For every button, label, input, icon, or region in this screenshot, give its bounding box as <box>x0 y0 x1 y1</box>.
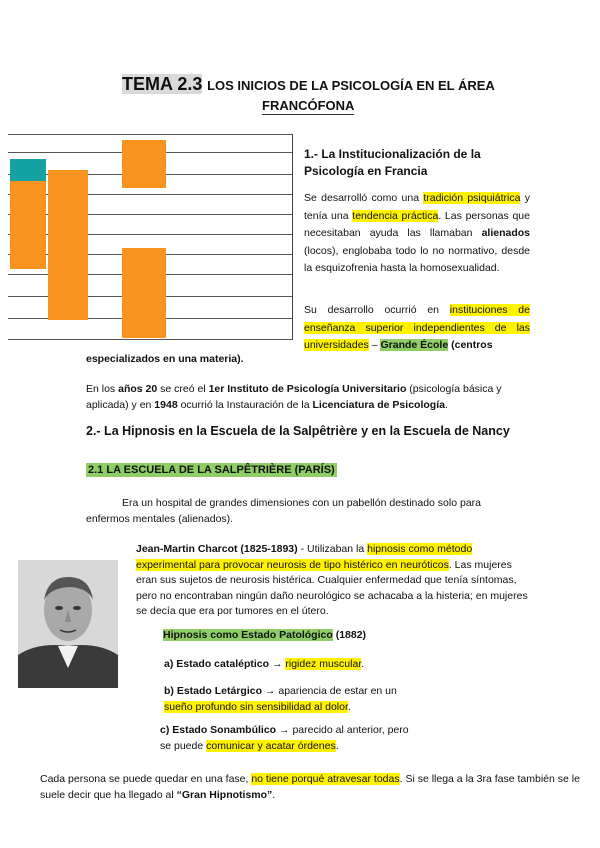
timeline-block-bottom-right <box>122 248 166 338</box>
charcot-paragraph: Jean-Martin Charcot (1825-1893) - Utilizaban la hipnosis como método experimental para provocar neurosis de tipo histérico en neuróticos. Las mujeres eran sus sujetos de neurosis histérica. Cualquier enfermedad que tenía síntomas, pero no encontraban ningún daño neurológico se achacaba a la histeria; en mujeres se decía que era por tumores en el útero. <box>136 543 528 617</box>
closing-paragraph: Cada persona se puede quedar en una fase, no tiene porqué atravesar todas. Si se llega a la 3ra fase también se le suele decir que ha llegado al “Gran Hipnotismo”. <box>40 773 580 801</box>
tema-label: TEMA 2.3 <box>122 74 203 94</box>
state-somnambulic: c) Estado Sonambúlico → parecido al anterior, pero se puede comunicar y acatar órdenes. <box>160 724 409 752</box>
section-1-paragraph-2: Su desarrollo ocurrió en instituciones de enseñanza superior independientes de las universidades – Grande École (centros <box>304 304 530 351</box>
charcot-portrait <box>18 560 118 688</box>
section-1-paragraph-2-end: especializados en una materia). <box>86 353 244 365</box>
state-cataleptic: a) Estado cataléptico → rigidez muscular. <box>164 658 365 670</box>
page-title <box>122 74 495 95</box>
timeline-block-middle <box>48 170 88 320</box>
section-1-paragraph-3: En los años 20 se creó el 1er Instituto de Psicología Universitario (psicología básica y aplicada) y en 1948 ocurrió la Instauración de la Licenciatura de Psicología. <box>86 383 502 411</box>
title-text: LOS INICIOS DE LA PSICOLOGÍA EN EL ÁREA <box>207 78 495 93</box>
timeline-block-teal <box>10 159 46 181</box>
hipnosis-heading: Hipnosis como Estado Patológico (1882) <box>163 629 367 641</box>
section-1-paragraph-1: Se desarrolló como una tradición psiquiátrica y tenía una tendencia práctica. Las personas que necesitaban ayuda las llamaban alienados (locos), englobaba todo lo no normativo, desde la esquizofrenia hasta la homosexualidad. <box>304 192 531 274</box>
timeline-block-left <box>10 181 46 269</box>
salpetriere-description: Era un hospital de grandes dimensiones con un pabellón destinado solo para enfermos mentales (alienados). <box>86 497 481 525</box>
timeline-block-top-right <box>122 140 166 188</box>
state-lethargic: b) Estado Letárgico → apariencia de estar en un sueño profundo sin sensibilidad al dolor. <box>164 685 397 713</box>
title-line-2: FRANCÓFONA <box>262 98 355 113</box>
section-1-heading: 1.- La Institucionalización de la Psicología en Francia <box>304 147 481 178</box>
section-2-heading: 2.- La Hipnosis en la Escuela de la Salpêtrière y en la Escuela de Nancy <box>86 424 510 438</box>
timeline-figure <box>8 134 292 340</box>
subsection-2-1-heading: 2.1 LA ESCUELA DE LA SALPÊTRIÈRE (PARÍS) <box>88 464 335 476</box>
timeline-axis <box>292 134 296 340</box>
